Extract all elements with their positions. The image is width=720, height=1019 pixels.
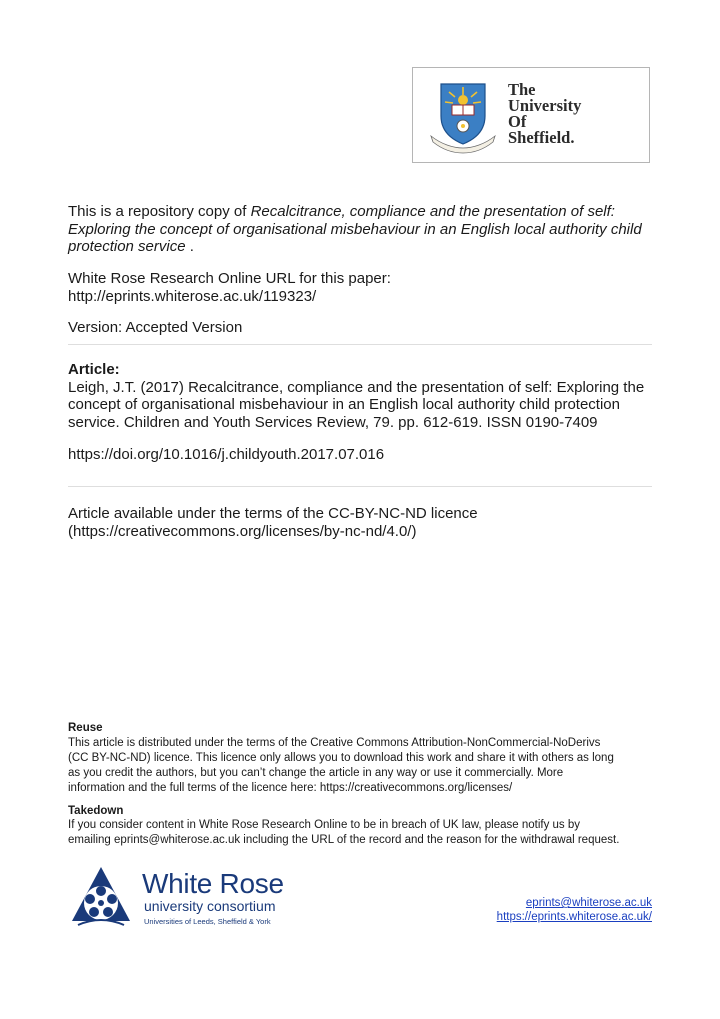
reuse-line: as you credit the authors, but you can’t change the article in any way or use it commercially. More [68, 767, 564, 779]
reuse-text [68, 736, 658, 796]
white-rose-subtitle: university consortium [144, 898, 276, 914]
citation-line: service. Children and Youth Services Review, 79. pp. 612-619. ISSN 0190-7409 [68, 413, 598, 431]
university-name-line: Of [508, 112, 527, 131]
white-rose-emblem-icon [68, 865, 134, 931]
reuse-line: (CC BY-NC-ND) licence. This licence only allows you to download this work and share it with others as long [68, 752, 614, 764]
university-name-line: The [508, 80, 536, 99]
takedown-text [68, 818, 658, 848]
divider [68, 486, 652, 487]
reuse-line: This article is distributed under the terms of the Creative Commons Attribution-NonCommercial-NoDerivs [68, 737, 601, 749]
url-label: White Rose Research Online URL for this paper: [68, 270, 391, 287]
university-name-line: University [508, 96, 582, 115]
takedown-heading: Takedown [68, 805, 124, 817]
paper-title-part: Recalcitrance, compliance and the presentation of self: [250, 203, 615, 220]
paper-title-part: protection service [68, 238, 186, 255]
university-name-line: Sheffield. [508, 128, 575, 147]
repository-intro: This is a repository copy of [68, 203, 251, 220]
url-section [68, 270, 658, 305]
reuse-heading: Reuse [68, 722, 103, 734]
white-rose-name: White Rose [142, 868, 284, 899]
licence-section [68, 505, 658, 540]
repository-copy-text [68, 203, 658, 256]
university-logo [412, 67, 650, 163]
university-crest-icon [427, 78, 499, 154]
citation-line: concept of organisational misbehaviour in an English local authority child protection [68, 396, 620, 413]
licence-url[interactable]: (https://creativecommons.org/licenses/by-nc-nd/4.0/) [68, 522, 417, 540]
divider [68, 344, 652, 345]
title-end: . [185, 238, 194, 255]
article-heading: Article: [68, 361, 120, 378]
paper-title-part: Exploring the concept of organisational misbehaviour in an English local authority child [68, 220, 642, 238]
doi-link[interactable]: https://doi.org/10.1016/j.childyouth.2017.07.016 [68, 446, 385, 463]
footer-website-link[interactable]: https://eprints.whiterose.ac.uk/ [496, 911, 652, 923]
article-section [68, 361, 658, 431]
version-text: Version: Accepted Version [68, 319, 243, 336]
university-name [508, 82, 581, 146]
reuse-line: information and the full terms of the licence here: https://creativecommons.org/licenses/ [68, 782, 513, 794]
footer-email-link[interactable]: eprints@whiterose.ac.uk [525, 897, 652, 909]
paper-url[interactable]: http://eprints.whiterose.ac.uk/119323/ [68, 287, 317, 305]
takedown-line: If you consider content in White Rose Research Online to be in breach of UK law, please notify us by [68, 819, 581, 831]
takedown-line: emailing eprints@whiterose.ac.uk including the URL of the record and the reason for the withdrawal request. [68, 834, 620, 846]
white-rose-members: Universities of Leeds, Sheffield & York [144, 917, 271, 926]
licence-line: Article available under the terms of the CC-BY-NC-ND licence [68, 505, 478, 522]
citation-line: Leigh, J.T. (2017) Recalcitrance, compliance and the presentation of self: Exploring the [68, 378, 645, 396]
